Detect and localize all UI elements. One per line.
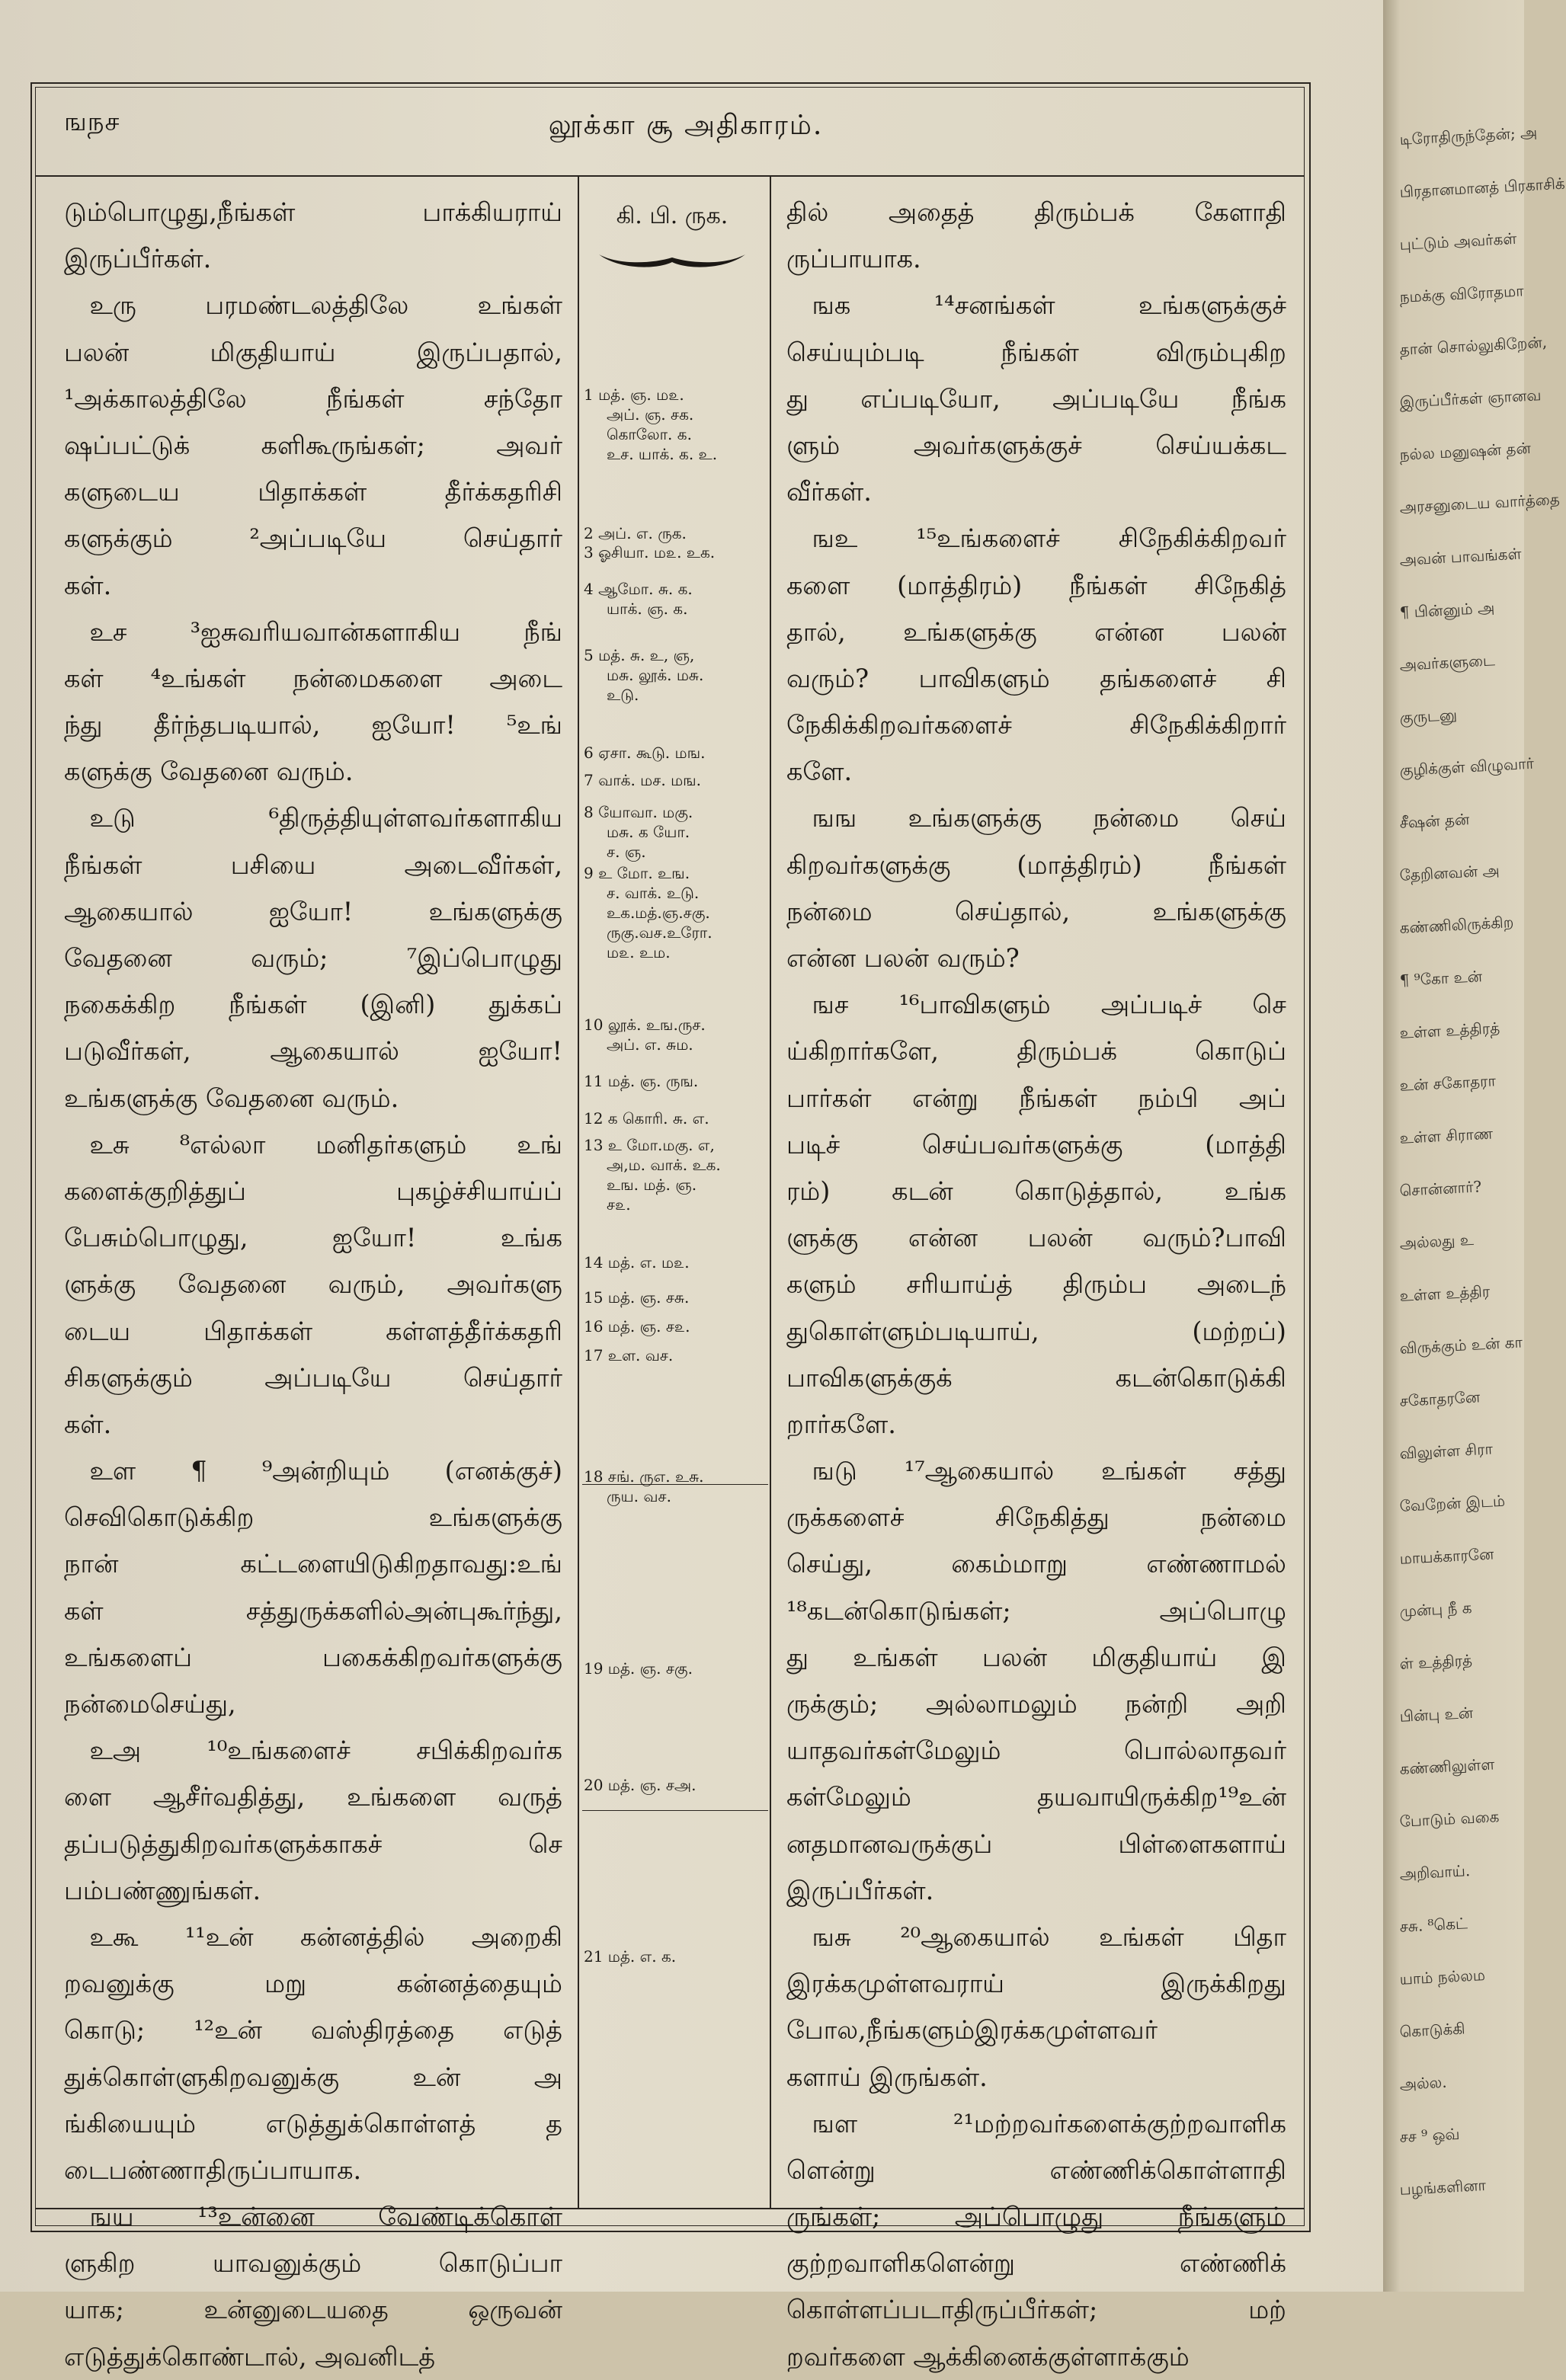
- facing-page-text: சசு. ⁸கெட்: [1399, 1914, 1468, 1936]
- cross-reference-line: உங. மத். ஞ.: [607, 1176, 697, 1194]
- cross-reference-line: 10 லூக். உங.ருச.: [584, 1016, 706, 1034]
- text-line: செவிகொடுக்கிற உங்களுக்கு: [64, 1502, 562, 1533]
- cross-reference-line: 4 ஆமோ. சு. க.: [584, 580, 693, 598]
- right-text-column: [786, 189, 1286, 2380]
- facing-page-text: சகோதரனே: [1399, 1387, 1481, 1410]
- cross-reference-line: 16 மத். ஞ. ச௨.: [584, 1317, 690, 1336]
- text-line: ளுக்கு வேதனை வரும், அவர்களு: [64, 1269, 562, 1300]
- facing-page-text: அவர்களுடை: [1399, 651, 1496, 674]
- facing-page-text: தான் சொல்லுகிறேன்,: [1399, 332, 1548, 359]
- text-line: டைபண்ணாதிருப்பாயாக.: [64, 2154, 362, 2185]
- text-line: கள்.: [64, 570, 112, 600]
- facing-page-text: விருக்கும் உன் கா: [1399, 1332, 1523, 1358]
- facing-page-text: கண்ணிலுள்ள: [1399, 1755, 1495, 1778]
- cross-reference-line: 13 உ மோ.மகு. எ,: [584, 1136, 715, 1154]
- ref-divider: [582, 1810, 768, 1811]
- cross-reference-line: 19 மத். ஞ. சகு.: [584, 1659, 693, 1678]
- cross-reference-line: 8 யோவா. மகு.: [584, 803, 693, 821]
- text-line: செய்யும்படி நீங்கள் விரும்புகிற: [786, 337, 1286, 367]
- cross-reference-line: 7 வாக். மச. மங.: [584, 771, 702, 789]
- cross-reference-line: 15 மத். ஞ. சசு.: [584, 1288, 690, 1307]
- cross-reference-line: ம௨. உம.: [607, 943, 671, 961]
- text-line: ருக்கும்; அல்லாமலும் நன்றி அறி: [786, 1689, 1286, 1719]
- facing-page-text: சச ⁹ ஒவ்: [1399, 2124, 1461, 2146]
- cross-reference-line: 9 உ மோ. உங.: [584, 864, 690, 882]
- text-line: செய்து, கைம்மாறு எண்ணாமல்: [786, 1549, 1286, 1579]
- facing-page-text: டிரோதிருந்தேன்; அ: [1399, 123, 1538, 149]
- facing-page-text: விலுள்ள சிரா: [1399, 1439, 1494, 1463]
- text-line: ஙடு ¹⁷ஆகையால் உங்கள் சத்து: [786, 1456, 1286, 1486]
- text-line: ருங்கள்; அப்பொழுது நீங்களும்: [786, 2202, 1286, 2232]
- cross-reference-line: அ,ம. வாக். உக.: [607, 1156, 721, 1174]
- page-number: ஙநச: [64, 107, 120, 137]
- text-line: படிச் செய்பவர்களுக்கு (மாத்தி: [786, 1129, 1286, 1160]
- facing-page-text: ள் உத்திரத்: [1399, 1650, 1473, 1673]
- ornament-flourish: [596, 244, 748, 274]
- cross-reference-line: அப். எ. சும.: [607, 1035, 693, 1054]
- text-line: களுக்கும் ²அப்படியே செய்தார்: [64, 523, 562, 554]
- facing-page-text: குருடனு: [1399, 705, 1458, 727]
- cross-reference: [584, 1288, 689, 1307]
- text-line: பம்பண்ணுங்கள்.: [64, 1875, 261, 1905]
- text-line: ஙங உங்களுக்கு நன்மை செய்: [786, 803, 1286, 833]
- cross-reference-line: மசு. க யோ.: [607, 823, 690, 841]
- text-line: ளுக்கு என்ன பலன் வரும்?பாவி: [786, 1223, 1286, 1253]
- text-line: பலன் மிகுதியாய் இருப்பதால்,: [64, 337, 562, 367]
- text-line: ஙள ²¹மற்றவர்களைக்குற்றவாளிக: [786, 2108, 1286, 2138]
- facing-page-text: பிரதானமானத் பிரகாசிக்: [1399, 174, 1566, 201]
- facing-page-text: சொன்னார்?: [1399, 1177, 1482, 1200]
- cross-ref-header: கி. பி. ருக.: [616, 203, 729, 229]
- text-line: ஙசு ²⁰ஆகையால் உங்கள் பிதா: [786, 1921, 1286, 1952]
- text-line: றவர்களை ஆக்கினைக்குள்ளாக்கும்: [786, 2341, 1190, 2372]
- facing-page-text: நல்ல மனுஷன் தன்: [1399, 438, 1532, 464]
- text-line: போல,நீங்களும்இரக்கமுள்ளவர்: [786, 2015, 1158, 2046]
- text-line: டைய பிதாக்கள் கள்ளத்தீர்க்கதரி: [64, 1316, 562, 1346]
- text-line: கொள்ளப்படாதிருப்பீர்கள்; மற்: [786, 2295, 1286, 2325]
- text-line: னதமானவருக்குப் பிள்ளைகளாய்: [786, 1828, 1286, 1859]
- cross-reference-line: 2 அப். எ. ருக.: [584, 524, 687, 542]
- cross-reference: [584, 542, 715, 562]
- column-rule-left: [578, 176, 579, 2208]
- cross-reference-line: அப். ஞ. சக.: [607, 405, 694, 424]
- facing-page-edge: [1383, 0, 1566, 2292]
- cross-reference-line: கொலோ. க.: [607, 425, 692, 443]
- cross-reference: [584, 1775, 697, 1795]
- cross-reference: [584, 645, 703, 705]
- cross-reference: [584, 743, 705, 763]
- facing-page-text: பழங்களினா: [1399, 2175, 1487, 2199]
- facing-page-text: யாம் நல்லம: [1399, 1966, 1486, 1988]
- text-line: உங்களுக்கு வேதனை வரும்.: [64, 1083, 399, 1113]
- text-line: ந்து தீர்ந்தபடியால், ஐயோ! ⁵உங்: [64, 710, 562, 741]
- cross-reference-line: ச௨.: [607, 1195, 631, 1214]
- facing-page-text: முன்பு நீ க: [1399, 1598, 1473, 1620]
- text-line: உசு ⁸எல்லா மனிதர்களும் உங்: [64, 1129, 562, 1160]
- cross-reference: [584, 1252, 690, 1272]
- facing-page-text: அல்லது உ: [1399, 1230, 1475, 1252]
- facing-page-text: அவன் பாவங்கள்: [1399, 544, 1523, 569]
- text-line: கொடு; ¹²உன் வஸ்திரத்தை எடுத்: [64, 2015, 562, 2046]
- cross-reference-line: யாக். ஞ. க.: [607, 600, 688, 618]
- text-line: நீங்கள் பசியை அடைவீர்கள்,: [64, 849, 562, 880]
- text-line: ஙய ¹³உன்னை வேண்டிக்கொள்: [64, 2202, 562, 2232]
- text-line: வேதனை வரும்; ⁷இப்பொழுது: [64, 943, 562, 973]
- text-line: ருப்பாயாக.: [786, 244, 921, 274]
- facing-page-text: அல்ல.: [1399, 2072, 1448, 2094]
- cross-reference-line: ச. வாக். உடு.: [607, 884, 700, 902]
- text-line: பேசும்பொழுது, ஐயோ! உங்க: [64, 1223, 562, 1253]
- text-line: களைக்குறித்துப் புகழ்ச்சியாய்ப்: [64, 1176, 562, 1206]
- cross-reference-line: 3 ஓசியா. ம௨. உக.: [584, 543, 716, 561]
- running-title: லூக்கா சூ அதிகாரம்.: [548, 110, 824, 141]
- text-line: களே.: [786, 757, 853, 787]
- text-line: டும்பொழுது,நீங்கள் பாக்கியராய்: [64, 197, 562, 227]
- text-line: தப்படுத்துகிறவர்களுக்காகச் செ: [64, 1828, 562, 1859]
- text-line: வீர்கள்.: [786, 477, 872, 507]
- left-text-column: [64, 189, 562, 2380]
- facing-page-text: உள்ள உத்திர: [1399, 1281, 1491, 1305]
- text-line: களை (மாத்திரம்) நீங்கள் சிநேகித்: [786, 570, 1286, 600]
- text-line: தில் அதைத் திரும்பக் கேளாதி: [786, 197, 1286, 227]
- cross-reference: [584, 1015, 706, 1054]
- text-line: ளுகிற யாவனுக்கும் கொடுப்பா: [64, 2248, 562, 2279]
- cross-reference-line: 1 மத். ஞ. ம௨.: [584, 385, 684, 404]
- cross-reference: [584, 1071, 698, 1091]
- facing-page-text: குழிக்குள் விழுவார்: [1399, 753, 1535, 779]
- text-line: துகொள்ளும்படியாய், (மற்றப்): [786, 1316, 1286, 1346]
- cross-reference-line: உடு.: [607, 686, 639, 704]
- cross-reference-line: 11 மத். ஞ. ருங.: [584, 1072, 699, 1090]
- text-line: உகூ ¹¹உன் கன்னத்தில் அறைகி: [64, 1921, 562, 1952]
- facing-page-text: கொடுக்கி: [1399, 2019, 1466, 2041]
- text-line: பாவிகளுக்குக் கடன்கொடுக்கி: [786, 1362, 1286, 1393]
- text-line: ளை ஆசீர்வதித்து, உங்களை வருத்: [64, 1782, 562, 1812]
- text-line: நன்மைசெய்து,: [64, 1689, 236, 1719]
- cross-reference-line: உக.மத்.ஞ.சகு.: [607, 904, 710, 922]
- facing-page-text: சீஷன் தன்: [1399, 810, 1470, 832]
- cross-reference: [584, 1108, 709, 1128]
- cross-reference: [584, 802, 693, 862]
- text-line: றவனுக்கு மறு கன்னத்தையும்: [64, 1969, 562, 1999]
- text-line: உங்களைப் பகைக்கிறவர்களுக்கு: [64, 1642, 562, 1672]
- text-line: ¹⁸கடன்கொடுங்கள்; அப்பொழு: [786, 1595, 1286, 1626]
- cross-reference-line: 14 மத். எ. ம௨.: [584, 1253, 690, 1272]
- text-line: உச ³ஐசுவரியவான்களாகிய நீங்: [64, 616, 562, 647]
- text-line: ¹அக்காலத்திலே நீங்கள் சந்தோ: [64, 383, 562, 414]
- cross-reference-line: ச. ஞ.: [607, 843, 646, 861]
- text-line: களும் சரியாய்த் திரும்ப அடைந்: [786, 1269, 1286, 1300]
- text-line: தால், உங்களுக்கு என்ன பலன்: [786, 616, 1286, 647]
- text-line: ய்கிறார்களே, திரும்பக் கொடுப்: [786, 1036, 1286, 1067]
- text-line: ஙச ¹⁶பாவிகளும் அப்படிச் செ: [786, 990, 1286, 1020]
- column-rule-right: [770, 176, 771, 2208]
- text-line: துக்கொள்ளுகிறவனுக்கு உன் அ: [64, 2062, 562, 2092]
- text-line: நகைக்கிற நீங்கள் (இனி) துக்கப்: [64, 990, 562, 1020]
- text-line: உரு பரமண்டலத்திலே உங்கள்: [64, 290, 562, 321]
- cross-reference: [584, 1467, 704, 1506]
- facing-page-text: உன் சகோதரா: [1399, 1071, 1497, 1095]
- facing-page-text: இருப்பீர்கள் ஞானவ: [1399, 385, 1542, 411]
- facing-page-text: பின்பு உன்: [1399, 1703, 1474, 1726]
- cross-reference: [584, 385, 717, 464]
- text-line: உஅ ¹⁰உங்களைச் சபிக்கிறவர்க: [64, 1735, 562, 1766]
- cross-reference: [584, 1947, 676, 1966]
- text-line: களுக்கு வேதனை வரும்.: [64, 757, 354, 787]
- text-line: சிகளுக்கும் அப்படியே செய்தார்: [64, 1362, 562, 1393]
- facing-page-text: புட்டும் அவர்கள்: [1399, 229, 1517, 254]
- text-line: பார்கள் என்று நீங்கள் நம்பி அப்: [786, 1083, 1286, 1113]
- cross-reference: [584, 1659, 693, 1678]
- cross-reference-line: உச. யாக். க. உ.: [607, 445, 718, 463]
- text-line: ளும் அவர்களுக்குச் செய்யக்கட: [786, 430, 1286, 460]
- cross-reference: [584, 1316, 690, 1336]
- text-line: உள ¶ ⁹அன்றியும் (எனக்குச்): [64, 1456, 562, 1486]
- text-line: கள் ⁴உங்கள் நன்மைகளை அடை: [64, 663, 562, 693]
- text-line: ளென்று எண்ணிக்கொள்ளாதி: [786, 2154, 1286, 2185]
- text-line: கிறவர்களுக்கு (மாத்திரம்) நீங்கள்: [786, 849, 1286, 880]
- text-line: படுவீர்கள், ஆகையால் ஐயோ!: [64, 1036, 562, 1067]
- text-line: இருப்பீர்கள்.: [64, 244, 212, 274]
- text-line: எடுத்துக்கொண்டால், அவனிடத்: [64, 2341, 436, 2372]
- facing-page-text: கண்ணிலிருக்கிற: [1399, 913, 1514, 937]
- text-line: ஙக ¹⁴சனங்கள் உங்களுக்குச்: [786, 290, 1286, 321]
- facing-page-text: வேறேன் இடம்: [1399, 1491, 1506, 1515]
- text-line: ருக்களைச் சிநேகித்து நன்மை: [786, 1502, 1286, 1533]
- text-line: உடு ⁶திருத்தியுள்ளவர்களாகிய: [64, 803, 562, 833]
- text-line: குற்றவாளிகளென்று எண்ணிக்: [786, 2248, 1286, 2279]
- cross-reference-line: 18 சங். ருஎ. உசு.: [584, 1467, 704, 1486]
- text-line: ரம்) கடன் கொடுத்தால், உங்க: [786, 1176, 1286, 1206]
- text-line: து எப்படியோ, அப்படியே நீங்க: [786, 383, 1286, 414]
- text-line: நான் கட்டளையிடுகிறதாவது:உங்: [64, 1549, 562, 1579]
- facing-page-text: அறிவாய்.: [1399, 1861, 1471, 1883]
- text-line: என்ன பலன் வரும்?: [786, 943, 1020, 973]
- cross-reference: [584, 1135, 721, 1214]
- facing-page-text: அரசனுடைய வார்த்தை: [1399, 489, 1561, 517]
- cross-reference: [584, 770, 701, 790]
- facing-page-text: உள்ள உத்திரத்: [1399, 1019, 1500, 1042]
- cross-reference: [584, 579, 693, 619]
- text-line: இரக்கமுள்ளவராய் இருக்கிறது: [786, 1969, 1286, 1999]
- text-line: ஷப்பட்டுக் களிகூருங்கள்; அவர்: [64, 430, 562, 460]
- cross-reference: [584, 1345, 673, 1365]
- cross-reference-line: 17 உள. வச.: [584, 1346, 674, 1364]
- cross-reference: [584, 523, 687, 543]
- text-line: ஆகையால் ஐயோ! உங்களுக்கு: [64, 896, 562, 926]
- text-line: யாதவர்கள்மேலும் பொல்லாதவர்: [786, 1735, 1286, 1766]
- text-line: நன்மை செய்தால், உங்களுக்கு: [786, 896, 1286, 926]
- text-line: கள்.: [64, 1409, 112, 1439]
- facing-page-text: உள்ள சிராண: [1399, 1124, 1494, 1147]
- text-line: வரும்? பாவிகளும் தங்களைச் சி: [786, 663, 1286, 693]
- cross-reference-line: ருகு.வச.உரோ.: [607, 923, 713, 942]
- cross-reference-line: 12 க கொரி. சு. எ.: [584, 1109, 709, 1128]
- cross-reference-line: 5 மத். சு. உ, ஞ,: [584, 646, 695, 664]
- cross-reference-line: 20 மத். ஞ. சஅ.: [584, 1776, 697, 1794]
- cross-reference: [584, 863, 713, 962]
- text-line: இருப்பீர்கள்.: [786, 1875, 934, 1905]
- text-line: றார்களே.: [786, 1409, 896, 1439]
- text-line: களுடைய பிதாக்கள் தீர்க்கதரிசி: [64, 477, 562, 507]
- cross-reference-line: 21 மத். எ. க.: [584, 1947, 677, 1966]
- text-line: கள் சத்துருக்களில்அன்புகூர்ந்து,: [64, 1595, 562, 1626]
- facing-page-text: ¶ பின்னும் அ: [1399, 598, 1495, 622]
- header-rule: [35, 175, 1305, 177]
- cross-reference-line: 6 ஏசா. கூடு. மங.: [584, 744, 706, 762]
- text-line: களாய் இருங்கள்.: [786, 2062, 988, 2092]
- text-line: து உங்கள் பலன் மிகுதியாய் இ: [786, 1642, 1286, 1672]
- text-line: யாக; உன்னுடையதை ஒருவன்: [64, 2295, 562, 2325]
- facing-page-text: ¶ ⁹கோ உன்: [1399, 967, 1483, 990]
- text-line: ஙஉ ¹⁵உங்களைச் சிநேகிக்கிறவர்: [786, 523, 1286, 554]
- text-line: நேகிக்கிறவர்களைச் சிநேகிக்கிறார்: [786, 710, 1286, 741]
- facing-page-text: மாயக்காரனே: [1399, 1544, 1494, 1568]
- text-line: ங்கியையும் எடுத்துக்கொள்ளத் த: [64, 2108, 562, 2138]
- facing-page-text: நமக்கு விரோதமா: [1399, 281, 1525, 306]
- cross-reference-line: மசு. லூக். மசு.: [607, 666, 704, 684]
- cross-reference-line: ருய. வச.: [607, 1487, 671, 1505]
- facing-page-text: போடும் வகை: [1399, 1807, 1500, 1831]
- facing-page-text: தேறினவன் அ: [1399, 861, 1500, 885]
- text-line: கள்மேலும் தயவாயிருக்கிற¹⁹உன்: [786, 1782, 1286, 1812]
